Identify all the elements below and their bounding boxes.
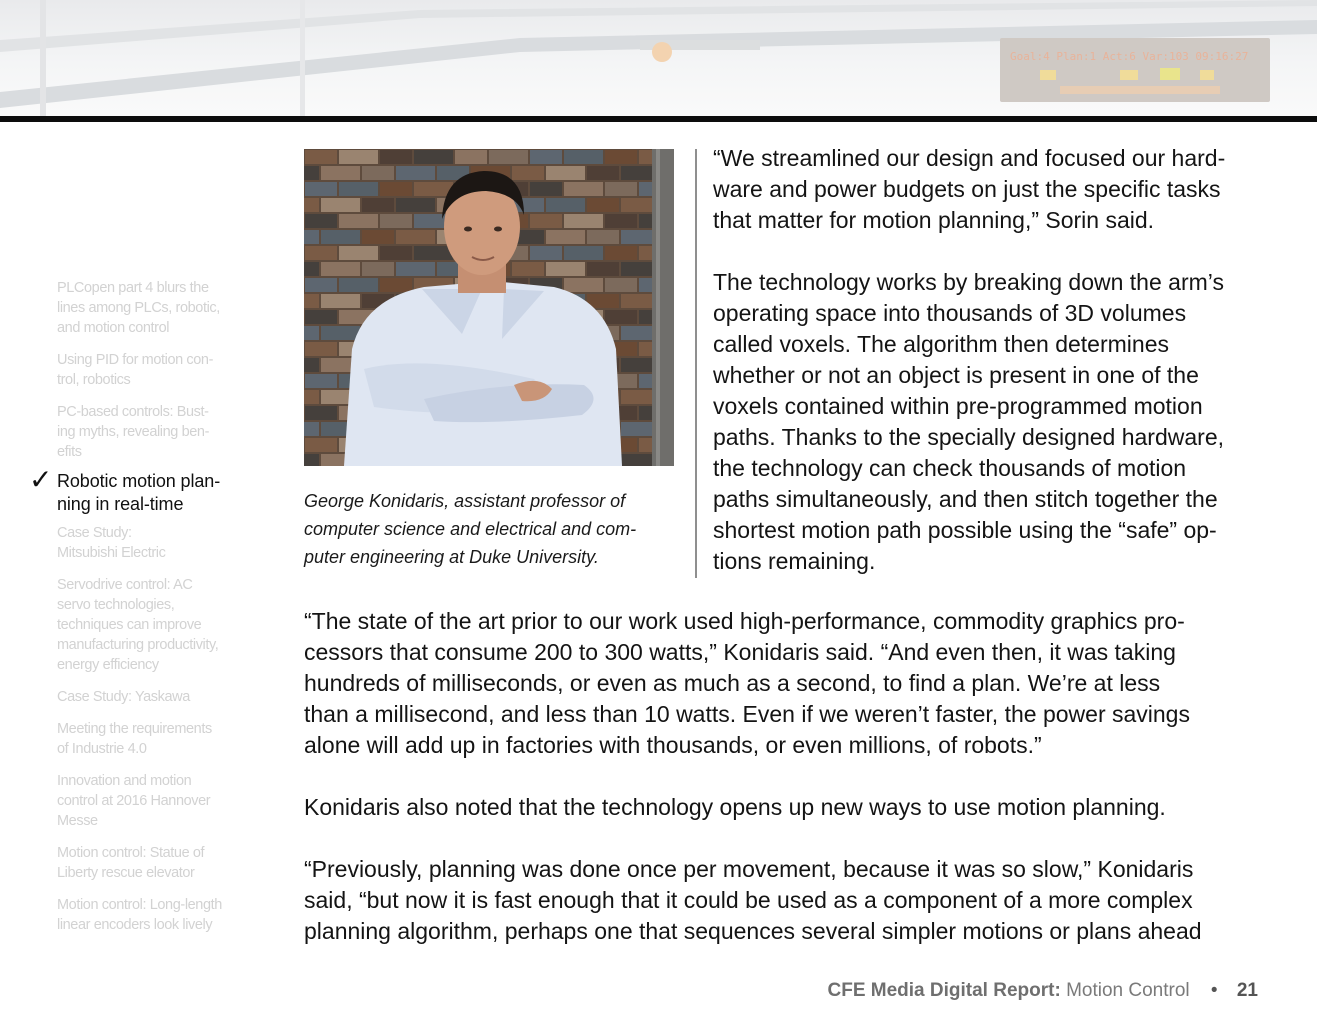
- text-line: operating space into thousands of 3D volumes: [713, 300, 1187, 326]
- page-number: 21: [1236, 980, 1258, 1001]
- header-banner-image: [0, 0, 1317, 116]
- toc-item-line: Case Study:: [57, 525, 132, 541]
- toc-item-line: efits: [57, 444, 82, 460]
- text-line: voxels contained within pre-programmed motion: [713, 393, 1203, 419]
- toc-item-line: of Industrie 4.0: [57, 741, 147, 757]
- text-line: the technology can check thousands of motion: [713, 455, 1187, 481]
- toc-item-line: trol, robotics: [57, 372, 131, 388]
- toc-item-line: Mitsubishi Electric: [57, 545, 166, 561]
- body-paragraph: [713, 267, 1283, 577]
- text-line: called voxels. The algorithm then determines: [713, 331, 1169, 357]
- footer-separator: •: [1210, 980, 1218, 1001]
- text-line: said, “but now it is fast enough that it could be used as a component of a more complex: [304, 887, 1193, 913]
- toc-item-line: Innovation and motion: [57, 773, 192, 789]
- main-column-text: [304, 606, 1284, 978]
- toc-item-line: Case Study: Yaskawa: [57, 689, 190, 705]
- banner-display-readout: Goal:4 Plan:1 Act:6 Var:103 09:16:27: [1010, 50, 1249, 63]
- toc-item-line: ing myths, revealing ben-: [57, 424, 209, 440]
- text-line: tions remaining.: [713, 548, 876, 574]
- toc-item[interactable]: [57, 895, 242, 935]
- text-line: paths simultaneously, and then stitch together the: [713, 486, 1218, 512]
- page-footer: [828, 978, 1259, 1004]
- text-line: whether or not an object is present in one of the: [713, 362, 1199, 388]
- toc-item-line: lines among PLCs, robotic,: [57, 300, 220, 316]
- checkmark-icon: ✓: [29, 463, 53, 496]
- toc-item-line: Liberty rescue elevator: [57, 865, 195, 881]
- toc-item-line: Motion control: Statue of: [57, 845, 205, 861]
- body-paragraph: [304, 792, 1284, 823]
- toc-item-line: ning in real-time: [57, 494, 184, 514]
- table-of-contents: [29, 278, 242, 947]
- caption-line: George Konidaris, assistant professor of: [304, 491, 626, 511]
- text-line: shortest motion path possible using the “safe” op-: [713, 517, 1217, 543]
- body-paragraph: [304, 606, 1284, 761]
- toc-item-line: Robotic motion plan-: [57, 471, 221, 491]
- factory-ceiling-illustration: [0, 0, 1317, 116]
- text-line: ware and power budgets on just the specific tasks: [713, 176, 1221, 202]
- header-divider: [0, 116, 1317, 122]
- toc-item-line: techniques can improve: [57, 617, 202, 633]
- toc-item[interactable]: [57, 402, 242, 462]
- toc-item-line: PC-based controls: Bust-: [57, 404, 209, 420]
- text-line: Konidaris also noted that the technology opens up new ways to use motion planning.: [304, 794, 1166, 820]
- text-line: hundreds of milliseconds, or even as much as a second, to find a plan. We’re at less: [304, 670, 1161, 696]
- column-divider: [695, 149, 697, 578]
- toc-item-line: manufacturing productivity,: [57, 637, 219, 653]
- text-line: “Previously, planning was done once per movement, because it was so slow,” Konidaris: [304, 856, 1194, 882]
- toc-item[interactable]: [57, 523, 242, 563]
- text-line: planning algorithm, perhaps one that sequences several simpler motions or plans ahead: [304, 918, 1202, 944]
- body-paragraph: [304, 854, 1284, 947]
- toc-item[interactable]: [57, 350, 242, 390]
- portrait-illustration: [304, 149, 674, 466]
- text-line: “The state of the art prior to our work used high-performance, commodity graphics pro-: [304, 608, 1185, 634]
- text-line: than a millisecond, and less than 10 watts. Even if we weren’t faster, the power savings: [304, 701, 1190, 727]
- toc-item[interactable]: [57, 843, 242, 883]
- caption-line: computer science and electrical and com-: [304, 519, 637, 539]
- toc-item-line: and motion control: [57, 320, 170, 336]
- toc-item-line: energy efficiency: [57, 657, 159, 673]
- toc-item-line: Messe: [57, 813, 98, 829]
- toc-item[interactable]: [57, 687, 242, 707]
- toc-item-line: Using PID for motion con-: [57, 352, 214, 368]
- toc-item-line: Motion control: Long-length: [57, 897, 222, 913]
- portrait-photo: [304, 149, 674, 466]
- text-line: alone will add up in factories with thousands, or even millions, of robots.”: [304, 732, 1042, 758]
- toc-item-line: Meeting the requirements: [57, 721, 212, 737]
- footer-section: Motion Control: [1066, 980, 1190, 1001]
- text-line: that matter for motion planning,” Sorin said.: [713, 207, 1155, 233]
- photo-caption: [304, 487, 674, 571]
- toc-item-line: PLCopen part 4 blurs the: [57, 280, 209, 296]
- toc-item-line: Servodrive control: AC: [57, 577, 193, 593]
- toc-item-line: servo technologies,: [57, 597, 175, 613]
- body-paragraph: [713, 143, 1283, 236]
- text-line: cessors that consume 200 to 300 watts,” Konidaris said. “And even then, it was taking: [304, 639, 1176, 665]
- toc-item-line: linear encoders look lively: [57, 917, 213, 933]
- caption-line: puter engineering at Duke University.: [304, 547, 599, 567]
- toc-item[interactable]: [57, 278, 242, 338]
- toc-item-line: control at 2016 Hannover: [57, 793, 211, 809]
- right-column-text: [713, 143, 1283, 608]
- text-line: “We streamlined our design and focused our hard-: [713, 145, 1226, 171]
- text-line: paths. Thanks to the specially designed hardware,: [713, 424, 1224, 450]
- text-line: The technology works by breaking down the arm’s: [713, 269, 1224, 295]
- toc-item[interactable]: [57, 575, 242, 675]
- toc-item[interactable]: [57, 719, 242, 759]
- footer-brand: CFE Media Digital Report:: [827, 980, 1061, 1001]
- toc-item[interactable]: [57, 771, 242, 831]
- toc-item[interactable]: [29, 463, 242, 516]
